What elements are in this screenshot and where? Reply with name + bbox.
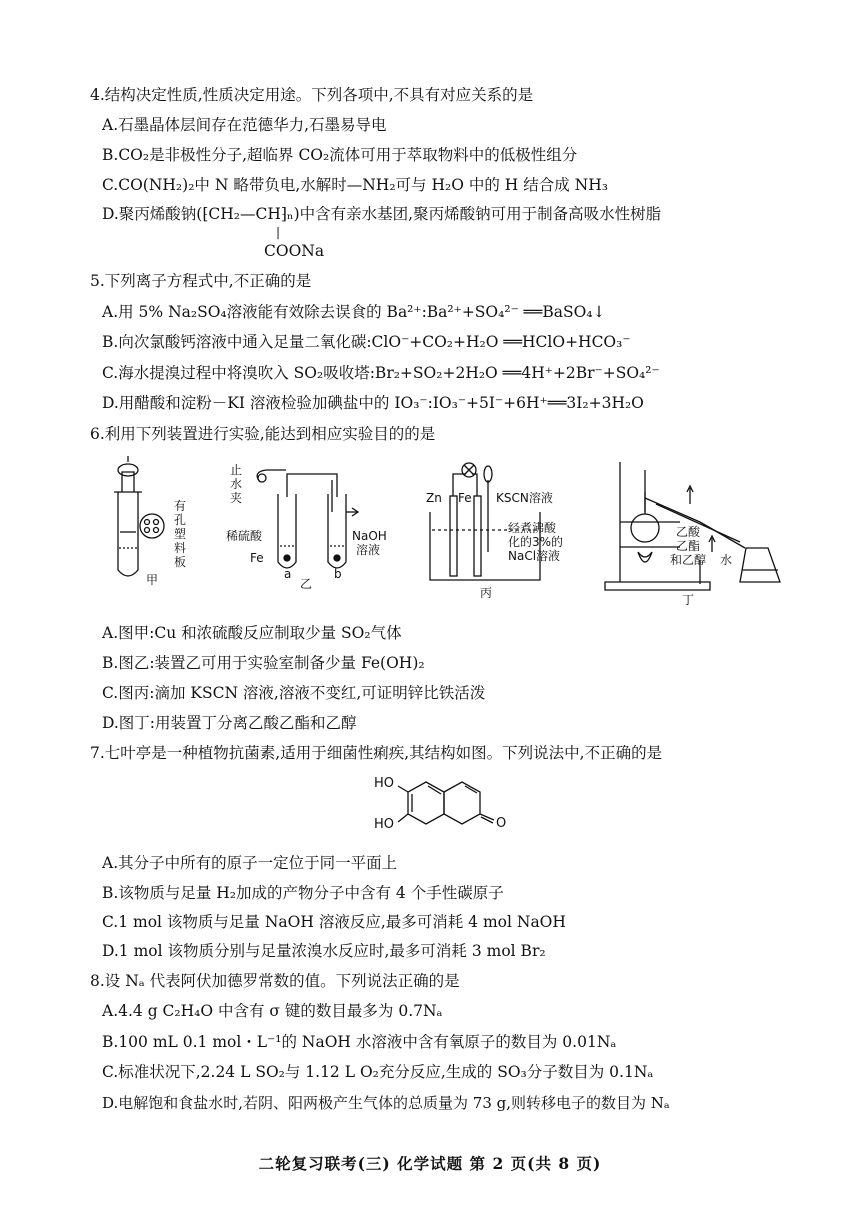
jia-label: 甲 [146, 573, 159, 587]
jia-note-3: 塑 [174, 527, 187, 541]
bing-sol-3: NaCl溶液 [508, 549, 561, 563]
yi-fe: Fe [250, 551, 264, 565]
q7-stem: 7.七叶亭是一种植物抗菌素,适用于细菌性痢疾,其结构如图。下列说法中,不正确的是 [90, 744, 663, 762]
struct-oh-1: HO [374, 776, 395, 791]
q5-option-c: C.海水提溴过程中将溴吹入 SO₂吸收塔:Br₂+SO₂+2H₂O ══4H⁺+2Br⁻+SO₄²⁻ [102, 364, 660, 382]
yi-clip-3: 夹 [230, 491, 243, 505]
bing-zn: Zn [426, 491, 442, 505]
q6-option-d: D.图丁:用装置丁分离乙酸乙酯和乙醇 [102, 714, 357, 732]
yi-clip-1: 止 [230, 463, 243, 477]
q4-option-c: C.CO(NH₂)₂中 N 略带负电,水解时—NH₂可与 H₂O 中的 H 结合成 NH₃ [102, 176, 608, 194]
q5-option-a: A.用 5% Na₂SO₄溶液能有效除去误食的 Ba²⁺:Ba²⁺+SO₄²⁻ ══BaSO₄↓ [102, 303, 606, 321]
ding-label: 丁 [682, 593, 695, 607]
ding-water: 水 [720, 553, 733, 567]
apparatus-yi [257, 470, 358, 568]
yi-naoh-1: NaOH [352, 529, 387, 543]
q8-option-a: A.4.4 g C₂H₄O 中含有 σ 键的数目最多为 0.7Nₐ [102, 1002, 443, 1020]
yi-acid: 稀硫酸 [226, 529, 263, 543]
q8-option-c: C.标准状况下,2.24 L SO₂与 1.12 L O₂充分反应,生成的 SO₃分子数目为 0.1Nₐ [102, 1063, 654, 1081]
jia-note-5: 板 [174, 555, 187, 569]
q5-stem: 5.下列离子方程式中,不正确的是 [90, 272, 312, 290]
q7-option-d: D.1 mol 该物质分别与足量浓溴水反应时,最多可消耗 3 mol Br₂ [102, 942, 546, 960]
q6-option-b: B.图乙:装置乙可用于实验室制备少量 Fe(OH)₂ [102, 654, 425, 672]
q8-stem: 8.设 Nₐ 代表阿伏加德罗常数的值。下列说法正确的是 [90, 972, 460, 990]
apparatus-figure [100, 452, 800, 612]
q6-stem: 6.利用下列装置进行实验,能达到相应实验目的的是 [90, 425, 436, 443]
apparatus-jia [114, 456, 164, 576]
q7-option-c: C.1 mol 该物质与足量 NaOH 溶液反应,最多可消耗 4 mol NaOH [102, 913, 566, 931]
q7-option-b: B.该物质与足量 H₂加成的产物分子中含有 4 个手性碳原子 [102, 884, 504, 902]
q5-option-d: D.用醋酸和淀粉－KI 溶液检验加碘盐中的 IO₃⁻:IO₃⁻+5I⁻+6H⁺══3I₂+3H₂O [102, 394, 644, 412]
q6-option-a: A.图甲:Cu 和浓硫酸反应制取少量 SO₂气体 [102, 624, 402, 642]
q5-option-b: B.向次氯酸钙溶液中通入足量二氧化碳:ClO⁻+CO₂+H₂O ══HClO+HCO₃⁻ [102, 333, 631, 351]
struct-o: O [496, 816, 507, 831]
q8-option-d: D.电解饱和食盐水时,若阴、阳两极产生气体的总质量为 73 g,则转移电子的数目为 Nₐ [102, 1094, 670, 1112]
bing-kscn: KSCN溶液 [496, 491, 553, 505]
q6-option-c: C.图丙:滴加 KSCN 溶液,溶液不变红,可证明锌比铁活泼 [102, 684, 486, 702]
bing-sol-1: 经煮沸酸 [508, 521, 557, 535]
ding-mix-2: 乙酯 [676, 539, 701, 553]
struct-oh-2: HO [374, 817, 395, 832]
jia-note-1: 有 [174, 499, 187, 513]
bing-fe: Fe [458, 491, 472, 505]
q4-d-bond: | [276, 225, 281, 239]
q4-stem: 4.结构决定性质,性质决定用途。下列各项中,不具有对应关系的是 [90, 86, 534, 104]
q7-option-a: A.其分子中所有的原子一定位于同一平面上 [102, 854, 398, 872]
yi-clip-2: 水 [230, 477, 243, 491]
jia-note-4: 料 [174, 541, 187, 555]
yi-naoh-2: 溶液 [356, 543, 381, 557]
page-footer: 二轮复习联考(三) 化学试题 第 2 页(共 8 页) [258, 1154, 602, 1173]
bing-sol-2: 化的3%的 [508, 535, 564, 549]
jia-note-2: 孔 [174, 513, 187, 527]
yi-a: a [284, 567, 292, 581]
ding-mix-3: 和乙醇 [670, 553, 707, 567]
yi-b: b [334, 567, 342, 581]
esculetin-structure [370, 772, 530, 842]
yi-label: 乙 [300, 577, 313, 591]
ding-mix-1: 乙酸 [676, 525, 701, 539]
q4-d-substituent: COONa [264, 242, 325, 260]
q4-option-a: A.石墨晶体层间存在范德华力,石墨易导电 [102, 116, 387, 134]
q4-option-d: D.聚丙烯酸钠(⁅CH₂—CH⁆ₙ)中含有亲水基团,聚丙烯酸钠可用于制备高吸水性树脂 [102, 205, 662, 223]
bing-label: 丙 [480, 586, 493, 600]
q4-option-b: B.CO₂是非极性分子,超临界 CO₂流体可用于萃取物料中的低极性组分 [102, 146, 578, 164]
q8-option-b: B.100 mL 0.1 mol・L⁻¹的 NaOH 水溶液中含有氧原子的数目为 0.01Nₐ [102, 1033, 617, 1051]
